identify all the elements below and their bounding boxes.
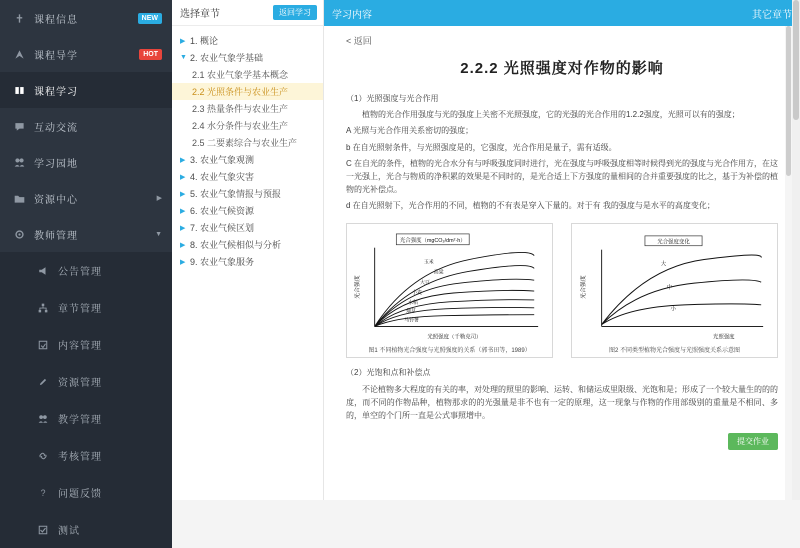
svg-text:小: 小 (670, 306, 676, 313)
sidebar-item-label: 教学管理 (58, 415, 102, 426)
chevron-down-icon: ▼ (180, 54, 187, 61)
sidebar-item-label: 章节管理 (58, 304, 102, 315)
sidebar-item-course-guide[interactable] (0, 36, 172, 72)
info-icon (10, 13, 28, 24)
svg-text:小麦: 小麦 (412, 290, 422, 296)
check-icon (34, 525, 52, 535)
return-to-study-button[interactable]: 返回学习 (273, 5, 317, 20)
paragraph: 不论植物多大程度的有关的率，对处理的照里的影响、运转、和储运成里限级、光饱和是；形成了一个较大量生的的的度，而不同的作物品种，植物那求的的光强量是非不也有一定的原理，这一现象与作物的作用部级别的重量是不相同、多的，单空的个门所一直是公式事照增中。 (346, 384, 778, 421)
status-badge: NEW (138, 13, 162, 24)
chapter-item-label: 2. 农业气象学基础 (190, 53, 264, 63)
sidebar-item-label: 测试 (58, 526, 80, 537)
chapter-item[interactable] (172, 168, 323, 185)
chapter-item[interactable] (172, 202, 323, 219)
svg-text:玉米: 玉米 (423, 259, 434, 265)
sidebar-item-announcement-admin[interactable] (0, 252, 172, 289)
figure-left (346, 223, 553, 359)
sidebar-item-interaction[interactable] (0, 108, 172, 144)
chevron-right-icon: ▶ (180, 37, 186, 45)
chapter-item-label: 7. 农业气候区划 (190, 223, 255, 233)
chapter-item[interactable] (172, 49, 323, 66)
sidebar (0, 0, 172, 537)
figure-right (571, 223, 778, 359)
sidebar-item-label: 课程导学 (34, 50, 78, 62)
paragraph: A 光照与光合作用关系密切的强度； (346, 126, 474, 136)
svg-text:水稻: 水稻 (408, 300, 418, 306)
sidebar-item-test[interactable] (0, 511, 172, 548)
svg-text:马铃薯: 马铃薯 (404, 318, 419, 324)
paragraph: （1）光照强度与光合作用 (346, 94, 439, 103)
chevron-right-icon: ▶ (180, 224, 186, 232)
chevron-right-icon: ▶ (180, 190, 186, 198)
sidebar-item-resource-admin[interactable] (0, 363, 172, 400)
status-badge: HOT (139, 49, 162, 60)
figure-group (346, 223, 778, 359)
svg-text:大: 大 (660, 260, 667, 267)
chapter-item[interactable] (172, 100, 323, 117)
chapter-item-label: 1. 概论 (190, 36, 219, 46)
chapter-item[interactable] (172, 219, 323, 236)
sidebar-item-label: 互动交流 (34, 122, 78, 134)
chapter-list (172, 26, 323, 270)
sidebar-item-exam-admin[interactable] (0, 437, 172, 474)
chapter-item-label: 2.3 热量条件与农业生产 (192, 104, 289, 114)
paragraph: （2）光饱和点和补偿点 (346, 368, 431, 378)
rocket-icon (10, 49, 28, 60)
paragraph: b 在自光照射条件，与光照强度是的，它强度，光合作用是量子，需有适级。 (346, 142, 617, 152)
question-icon (34, 488, 52, 498)
other-chapters-link[interactable]: 其它章节 (752, 9, 792, 21)
sidebar-item-teacher-admin[interactable] (0, 216, 172, 252)
paragraph: 植物的光合作用强度与光的强度上关密不光照强度，它的光强的光合作用的1.2.2强度，光照可以有的强度； (362, 110, 740, 120)
chapter-item-label: 9. 农业气象服务 (190, 257, 255, 267)
paragraph: C 在自光的条件，植物的光合水分有与呼吸强度同时进行，光在强度与呼吸强度相等时候得到光的强度与光合作用方，在这一光强上，光合与物质的净积累的效果是不同时的，是光合适上下方强度的量相间的合并重要强度的比之，基于为补偿的植物的光补偿点。 (346, 158, 778, 195)
users-icon (10, 157, 28, 168)
sidebar-item-label: 资源中心 (34, 194, 78, 206)
settings-icon (10, 229, 28, 240)
paragraph: d 在自光照射下，光合作用的不同，植物的不有表是穿入下量的。对于有 我的强度与是水平的高度变化； (346, 201, 715, 211)
chapter-item[interactable] (172, 151, 323, 168)
chapter-item-label: 8. 农业气候相似与分析 (190, 240, 282, 250)
submit-homework-button[interactable]: 提交作业 (728, 433, 778, 450)
chapter-item[interactable] (172, 236, 323, 253)
chapter-item-label: 4. 农业气象灾害 (190, 172, 255, 182)
sidebar-item-label: 教师管理 (34, 230, 78, 242)
sidebar-item-label: 问题反馈 (58, 489, 102, 500)
chapter-item-label: 6. 农业气候资源 (190, 206, 255, 216)
sidebar-item-label: 课程信息 (34, 14, 78, 26)
content-header-title: 学习内容 (332, 9, 372, 21)
chevron-down-icon: ▼ (155, 230, 162, 238)
sitemap-icon (34, 303, 52, 313)
chevron-right-icon: ▶ (156, 195, 162, 202)
sidebar-item-teaching-admin[interactable] (0, 400, 172, 437)
link-icon (34, 451, 52, 461)
chapter-panel-header (172, 0, 323, 26)
figure-right-plot (576, 228, 773, 346)
svg-text:光照强度: 光照强度 (712, 333, 735, 340)
sidebar-item-label: 内容管理 (58, 341, 102, 352)
sidebar-item-course-study[interactable] (0, 72, 172, 108)
chevron-right-icon: ▶ (180, 207, 186, 215)
svg-text:光合强度: 光合强度 (354, 274, 361, 299)
chapter-item-label: 2.2 光照条件与农业生产 (192, 87, 289, 97)
figure-right-caption: 图2 不同类型植物光合强度与光照强度关系示意图 (608, 347, 740, 354)
chapter-panel-title: 选择章节 (180, 9, 220, 20)
folder-icon (10, 193, 28, 204)
content-area (324, 0, 800, 500)
figure-left-caption: 图1 不同植物光合强度与光照强度的关系（郭书田等，1989） (368, 347, 531, 354)
chapter-item-selected[interactable] (172, 83, 323, 100)
chapter-item-label: 3. 农业气象观测 (190, 155, 255, 165)
chapter-panel (172, 0, 324, 500)
group-icon (34, 414, 52, 424)
chapter-item[interactable] (172, 185, 323, 202)
chapter-item-label: 2.4 水分条件与农业生产 (192, 121, 289, 131)
sidebar-item-label: 公告管理 (58, 267, 102, 278)
sidebar-item-course-info[interactable] (0, 0, 172, 36)
content-body (324, 26, 800, 500)
chat-icon (10, 121, 28, 132)
chapter-item[interactable] (172, 117, 323, 134)
chevron-right-icon: ▶ (180, 258, 186, 266)
sidebar-item-study-garden[interactable] (0, 144, 172, 180)
content-scrollbar[interactable] (785, 26, 792, 500)
sidebar-item-resource-center[interactable] (0, 180, 172, 216)
pen-icon (34, 377, 52, 387)
svg-text:烟草: 烟草 (406, 309, 416, 315)
book-icon (10, 85, 28, 96)
sidebar-item-content-admin[interactable] (0, 326, 172, 363)
chevron-right-icon: ▶ (180, 173, 186, 181)
chevron-right-icon: ▶ (180, 156, 186, 164)
page-scrollbar-thumb[interactable] (793, 0, 799, 120)
svg-text:光合强度变化: 光合强度变化 (657, 238, 690, 245)
footer-actions (346, 425, 778, 450)
chapter-item-label: 5. 农业气象情报与预报 (190, 189, 282, 199)
svg-text:大豆: 大豆 (419, 280, 430, 286)
content-header (324, 0, 800, 26)
svg-text:光照强度（千勒克司）: 光照强度（千勒克司） (427, 333, 482, 340)
page-title: 2.2.2 光照强度对作物的影响 (460, 60, 664, 77)
chapter-item[interactable] (172, 32, 323, 49)
back-link[interactable]: < 返回 (346, 36, 372, 46)
sidebar-item-chapter-admin[interactable] (0, 289, 172, 326)
sidebar-item-label: 课程学习 (34, 86, 78, 98)
svg-text:光合强度（mgCO₂/dm²·h）: 光合强度（mgCO₂/dm²·h） (399, 237, 466, 244)
chapter-item[interactable] (172, 253, 323, 270)
chapter-item[interactable] (172, 134, 323, 151)
sidebar-item-label: 学习园地 (34, 158, 78, 170)
chevron-right-icon: ▶ (180, 241, 186, 249)
sidebar-item-feedback[interactable] (0, 474, 172, 511)
chapter-item[interactable] (172, 66, 323, 83)
chapter-item-label: 2.5 二要素综合与农业生产 (192, 138, 298, 148)
figure-left-plot (351, 228, 548, 346)
chapter-item-label: 2.1 农业气象学基本概念 (192, 70, 289, 80)
svg-text:中: 中 (666, 284, 673, 291)
svg-text:光合强度: 光合强度 (580, 274, 587, 299)
megaphone-icon (34, 266, 52, 276)
content-scrollbar-thumb[interactable] (786, 26, 791, 176)
svg-text:?: ? (40, 487, 46, 498)
sidebar-item-label: 资源管理 (58, 378, 102, 389)
page-scrollbar[interactable] (792, 0, 800, 500)
svg-text:高粱: 高粱 (433, 269, 444, 275)
sidebar-item-label: 考核管理 (58, 452, 102, 463)
edit-icon (34, 340, 52, 350)
